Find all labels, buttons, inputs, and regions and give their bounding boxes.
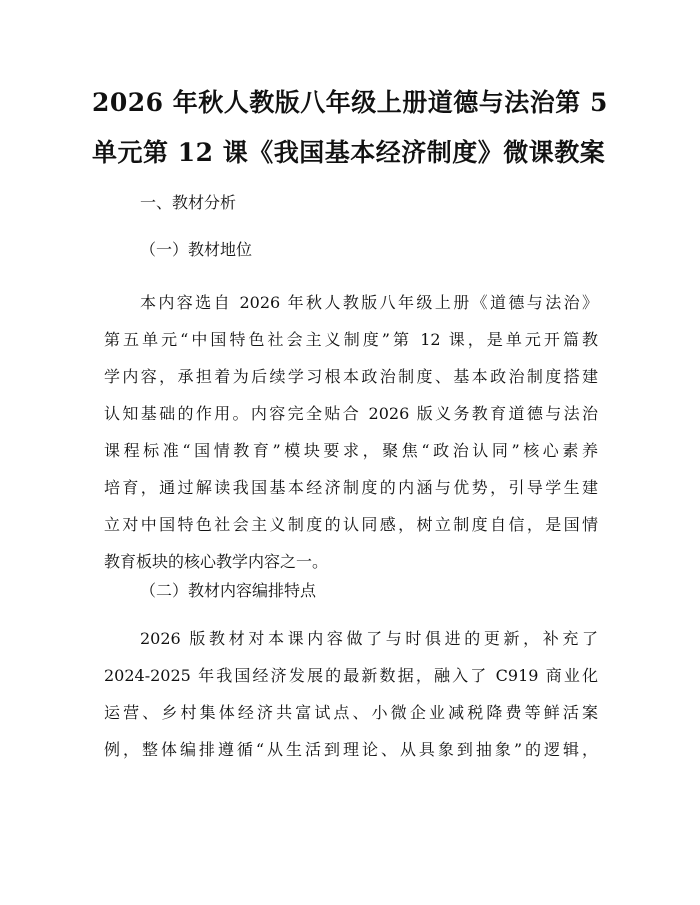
paragraph-line: 第五单元“中国特色社会主义制度”第 12 课，是单元开篇教 <box>104 330 598 349</box>
title-line-2: 单元第 12 课《我国基本经济制度》微课教案 <box>92 138 606 167</box>
title-line-1: 2026 年秋人教版八年级上册道德与法治第 5 <box>92 88 608 117</box>
subsection-heading-textbook-position: （一）教材地位 <box>140 240 253 259</box>
paragraph-line: 2026 版教材对本课内容做了与时俱进的更新，补充了 <box>140 629 598 648</box>
paragraph-textbook-position <box>104 284 598 580</box>
section-heading-textbook-analysis: 一、教材分析 <box>140 193 237 212</box>
subsection-heading-content-arrangement: （二）教材内容编排特点 <box>140 581 317 600</box>
paragraph-line: 认知基础的作用。内容完全贴合 2026 版义务教育道德与法治 <box>104 404 598 423</box>
paragraph-line: 学内容，承担着为后续学习根本政治制度、基本政治制度搭建 <box>104 367 598 386</box>
paragraph-line: 课程标准“国情教育”模块要求，聚焦“政治认同”核心素养 <box>104 441 598 460</box>
paragraph-line: 2024-2025 年我国经济发展的最新数据，融入了 C919 商业化 <box>104 666 598 685</box>
paragraph-line: 例，整体编排遵循“从生活到理论、从具象到抽象”的逻辑， <box>104 740 598 759</box>
paragraph-line: 培育，通过解读我国基本经济制度的内涵与优势，引导学生建 <box>104 478 598 497</box>
paragraph-content-arrangement <box>104 620 598 768</box>
paragraph-line: 运营、乡村集体经济共富试点、小微企业减税降费等鲜活案 <box>104 703 598 722</box>
document-title <box>92 78 612 178</box>
paragraph-line: 本内容选自 2026 年秋人教版八年级上册《道德与法治》 <box>140 293 598 312</box>
paragraph-line: 教育板块的核心教学内容之一。 <box>104 552 329 571</box>
paragraph-line: 立对中国特色社会主义制度的认同感，树立制度自信，是国情 <box>104 515 598 534</box>
